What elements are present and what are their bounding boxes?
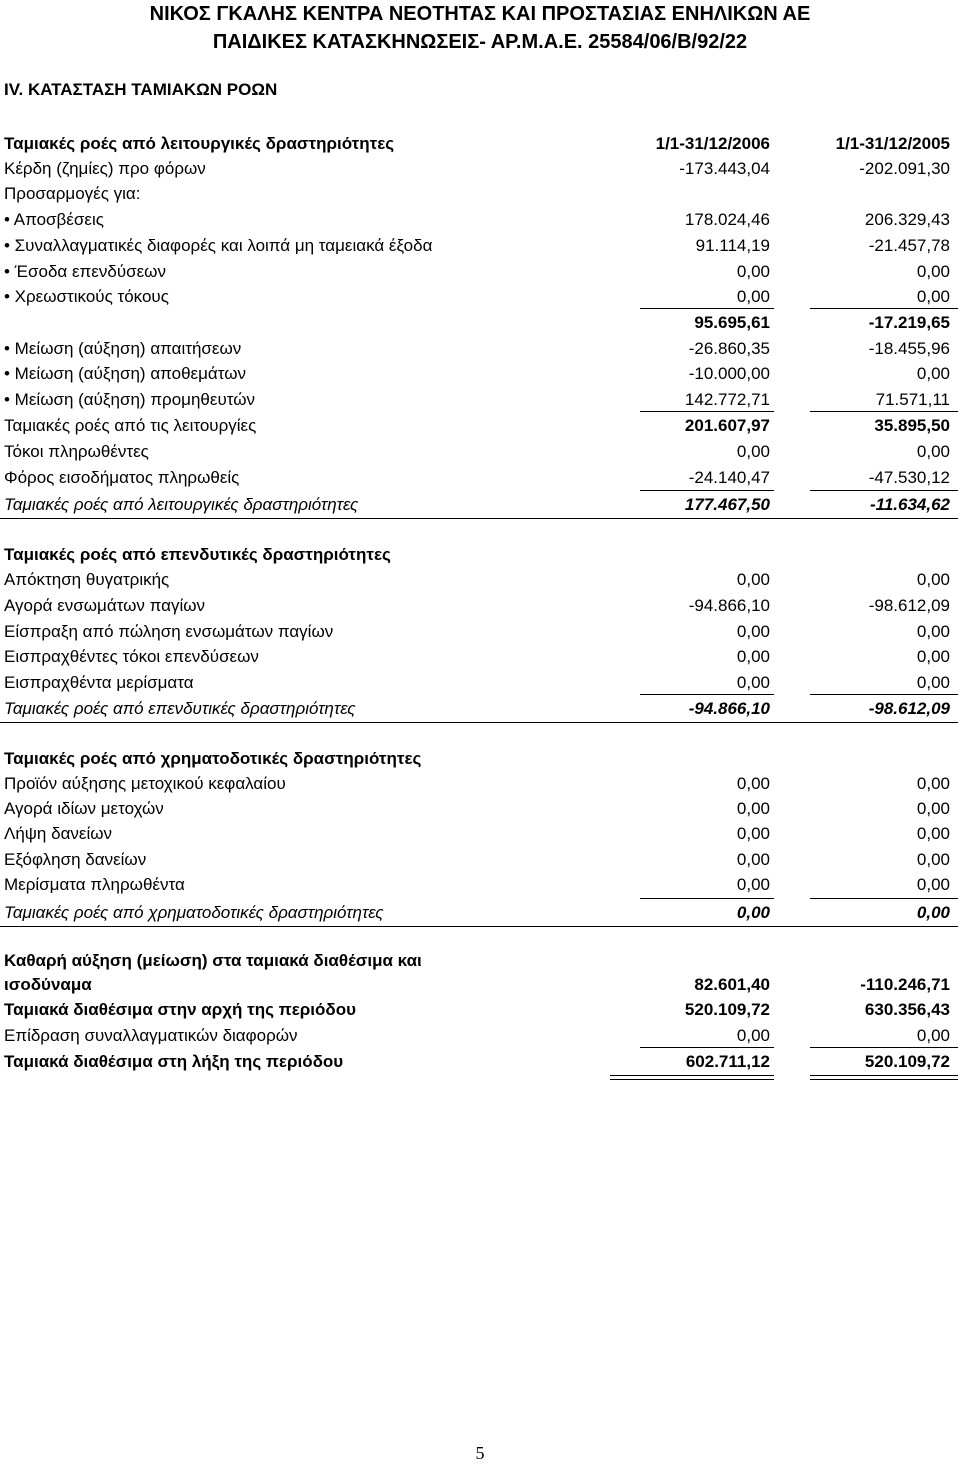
row-label: Προϊόν αύξησης μετοχικού κεφαλαίου (4, 774, 286, 793)
row-label: Αγορά ιδίων μετοχών (4, 799, 164, 818)
subtotal-rule (640, 694, 774, 695)
value-2006: 0,00 (736, 774, 770, 793)
total-rule (0, 926, 958, 927)
row-label: • Συναλλαγματικές διαφορές και λοιπά μη ταμειακά έξοδα (4, 236, 433, 255)
double-underline (810, 1079, 958, 1080)
table-row (0, 337, 960, 361)
value-2006: 0,00 (736, 1026, 770, 1045)
value-2005: 630.356,43 (864, 1000, 950, 1019)
closing-cash-row (0, 1050, 960, 1074)
value-2005: 0,00 (916, 903, 950, 922)
double-underline (610, 1075, 774, 1076)
value-2005: 0,00 (916, 774, 950, 793)
subtotal-row (0, 311, 960, 335)
operating-total-row (0, 493, 960, 517)
table-row (0, 797, 960, 821)
fx-effect-row (0, 1024, 960, 1048)
table-row (0, 414, 960, 438)
value-2006: -10.000,00 (688, 364, 770, 383)
row-label: Εισπραχθέντα μερίσματα (4, 673, 194, 692)
subtotal-rule (640, 308, 774, 309)
subtotal-rule (810, 490, 958, 491)
net-change-row-1 (0, 949, 960, 973)
value-2005: 0,00 (916, 262, 950, 281)
investing-header-row (0, 543, 960, 567)
row-label: • Έσοδα επενδύσεων (4, 262, 166, 281)
table-row (0, 568, 960, 592)
table-row (0, 182, 960, 206)
value-2005: -110.246,71 (860, 975, 950, 994)
value-2006: 91.114,19 (695, 236, 770, 255)
total-rule (0, 518, 958, 519)
value-2006: 0,00 (736, 875, 770, 894)
value-2005: -18.455,96 (868, 339, 950, 358)
row-label: • Μείωση (αύξηση) απαιτήσεων (4, 339, 242, 358)
value-2006: -173.443,04 (679, 159, 770, 178)
table-row (0, 285, 960, 309)
subtotal-rule (640, 490, 774, 491)
subtotal-rule (640, 411, 774, 412)
row-label: Μερίσματα πληρωθέντα (4, 875, 185, 894)
table-row (0, 388, 960, 412)
value-2005: -11.634,62 (869, 495, 950, 514)
value-2006: 95.695,61 (694, 313, 770, 332)
row-label: Απόκτηση θυγατρικής (4, 570, 170, 589)
table-row (0, 645, 960, 669)
row-label: Εξόφληση δανείων (4, 850, 147, 869)
row-label: Τόκοι πληρωθέντες (4, 442, 149, 461)
row-label: Κέρδη (ζημίες) προ φόρων (4, 159, 206, 178)
value-2006: 0,00 (736, 824, 770, 843)
value-2006: 177.467,50 (684, 495, 770, 514)
row-label: Εισπραχθέντες τόκοι επενδύσεων (4, 647, 259, 666)
table-row (0, 848, 960, 872)
value-2005: 0,00 (916, 622, 950, 641)
value-2005: 0,00 (916, 647, 950, 666)
value-2006: 520.109,72 (684, 1000, 770, 1019)
value-2005: 0,00 (916, 875, 950, 894)
row-label: Φόρος εισοδήματος πληρωθείς (4, 468, 240, 487)
row-label: Αγορά ενσωμάτων παγίων (4, 596, 206, 615)
value-2006: 0,00 (736, 622, 770, 641)
financing-total-row (0, 901, 960, 925)
row-label: Ταμιακά διαθέσιμα στη λήξη της περιόδου (4, 1052, 344, 1071)
row-label: • Μείωση (αύξηση) προμηθευτών (4, 390, 255, 409)
value-2005: -98.612,09 (868, 596, 950, 615)
table-row (0, 362, 960, 386)
value-2005: 71.571,11 (875, 390, 950, 409)
row-label: Προσαρμογές για: (4, 184, 141, 203)
row-label: ισοδύναμα (4, 975, 92, 994)
value-2005: -47.530,12 (868, 468, 950, 487)
table-row (0, 260, 960, 284)
value-2006: 0,00 (736, 442, 770, 461)
row-label: • Αποσβέσεις (4, 210, 104, 229)
table-row (0, 234, 960, 258)
value-2006: 82.601,40 (694, 975, 770, 994)
total-rule (0, 722, 958, 723)
row-label: Επίδραση συναλλαγματικών διαφορών (4, 1026, 298, 1045)
row-label: Είσπραξη από πώληση ενσωμάτων παγίων (4, 622, 334, 641)
value-2005: 0,00 (916, 570, 950, 589)
value-2006: -24.140,47 (688, 468, 770, 487)
value-2005: -202.091,30 (859, 159, 950, 178)
financing-header-row (0, 747, 960, 771)
value-2005: 0,00 (916, 850, 950, 869)
value-2005: -21.457,78 (868, 236, 950, 255)
row-label: Ταμιακές ροές από χρηματοδοτικές δραστηριότητες (4, 903, 384, 922)
table-row (0, 620, 960, 644)
table-row (0, 440, 960, 464)
investing-total-row (0, 697, 960, 721)
subtotal-rule (810, 411, 958, 412)
value-2005: 0,00 (916, 442, 950, 461)
value-2006: 201.607,97 (684, 416, 770, 435)
subtotal-rule (810, 898, 958, 899)
table-row (0, 822, 960, 846)
subtotal-rule (640, 898, 774, 899)
page-number: 5 (475, 1443, 485, 1463)
table-row (0, 772, 960, 796)
row-label: Καθαρή αύξηση (μείωση) στα ταμιακά διαθέσιμα και (4, 951, 422, 970)
net-change-row-2 (0, 973, 960, 997)
subtotal-rule (810, 308, 958, 309)
value-2005: 0,00 (916, 1026, 950, 1045)
operating-title: Ταμιακές ροές από λειτουργικές δραστηριότητες (4, 134, 395, 153)
value-2005: 0,00 (916, 287, 950, 306)
value-2005: 0,00 (916, 673, 950, 692)
value-2006: 0,00 (736, 903, 770, 922)
row-label: • Χρεωστικούς τόκους (4, 287, 169, 306)
value-2006: 0,00 (736, 673, 770, 692)
value-2005: 520.109,72 (864, 1052, 950, 1071)
table-row (0, 157, 960, 181)
section-title: IV. ΚΑΤΑΣΤΑΣΗ ΤΑΜΙΑΚΩΝ ΡΟΩΝ (4, 80, 278, 99)
value-2006: -94.866,10 (688, 596, 770, 615)
company-registration: ΠΑΙΔΙΚΕΣ ΚΑΤΑΣΚΗΝΩΣΕΙΣ- ΑΡ.Μ.Α.Ε. 25584/06/Β/92/22 (212, 31, 748, 53)
subtotal-rule (810, 694, 958, 695)
value-2006: 0,00 (736, 647, 770, 666)
subtotal-rule (810, 1047, 958, 1048)
company-name: ΝΙΚΟΣ ΓΚΑΛΗΣ ΚΕΝΤΡΑ ΝΕΟΤΗΤΑΣ ΚΑΙ ΠΡΟΣΤΑΣΙΑΣ ΕΝΗΛΙΚΩΝ ΑΕ (149, 3, 811, 25)
opening-cash-row (0, 998, 960, 1022)
table-row (0, 873, 960, 897)
value-2005: 206.329,43 (864, 210, 950, 229)
double-underline (610, 1079, 774, 1080)
value-2006: 0,00 (736, 799, 770, 818)
value-2006: -26.860,35 (688, 339, 770, 358)
table-row (0, 671, 960, 695)
value-2005: 35.895,50 (874, 416, 950, 435)
subtotal-rule (640, 1047, 774, 1048)
value-2006: 0,00 (736, 262, 770, 281)
column-header-2005: 1/1-31/12/2005 (835, 134, 950, 153)
table-row (0, 208, 960, 232)
value-2005: -17.219,65 (868, 313, 950, 332)
operating-header-row (0, 132, 960, 156)
value-2006: 0,00 (736, 287, 770, 306)
table-row (0, 594, 960, 618)
row-label: Ταμιακές ροές από λειτουργικές δραστηριότητες (4, 495, 359, 514)
value-2006: 0,00 (736, 850, 770, 869)
value-2006: -94.866,10 (688, 699, 770, 718)
investing-title: Ταμιακές ροές από επενδυτικές δραστηριότητες (4, 545, 391, 564)
table-row (0, 466, 960, 490)
value-2005: 0,00 (916, 364, 950, 383)
value-2006: 0,00 (736, 570, 770, 589)
row-label: Ταμιακές ροές από τις λειτουργίες (4, 416, 257, 435)
value-2006: 178.024,46 (684, 210, 770, 229)
column-header-2006: 1/1-31/12/2006 (655, 134, 770, 153)
value-2005: 0,00 (916, 799, 950, 818)
value-2005: -98.612,09 (868, 699, 950, 718)
row-label: Λήψη δανείων (4, 824, 113, 843)
double-underline (810, 1075, 958, 1076)
financing-title: Ταμιακές ροές από χρηματοδοτικές δραστηριότητες (4, 749, 422, 768)
row-label: Ταμιακές ροές από επενδυτικές δραστηριότητες (4, 699, 356, 718)
value-2006: 602.711,12 (685, 1052, 770, 1071)
row-label: Ταμιακά διαθέσιμα στην αρχή της περιόδου (4, 1000, 356, 1019)
value-2006: 142.772,71 (684, 390, 770, 409)
value-2005: 0,00 (916, 824, 950, 843)
row-label: • Μείωση (αύξηση) αποθεμάτων (4, 364, 246, 383)
